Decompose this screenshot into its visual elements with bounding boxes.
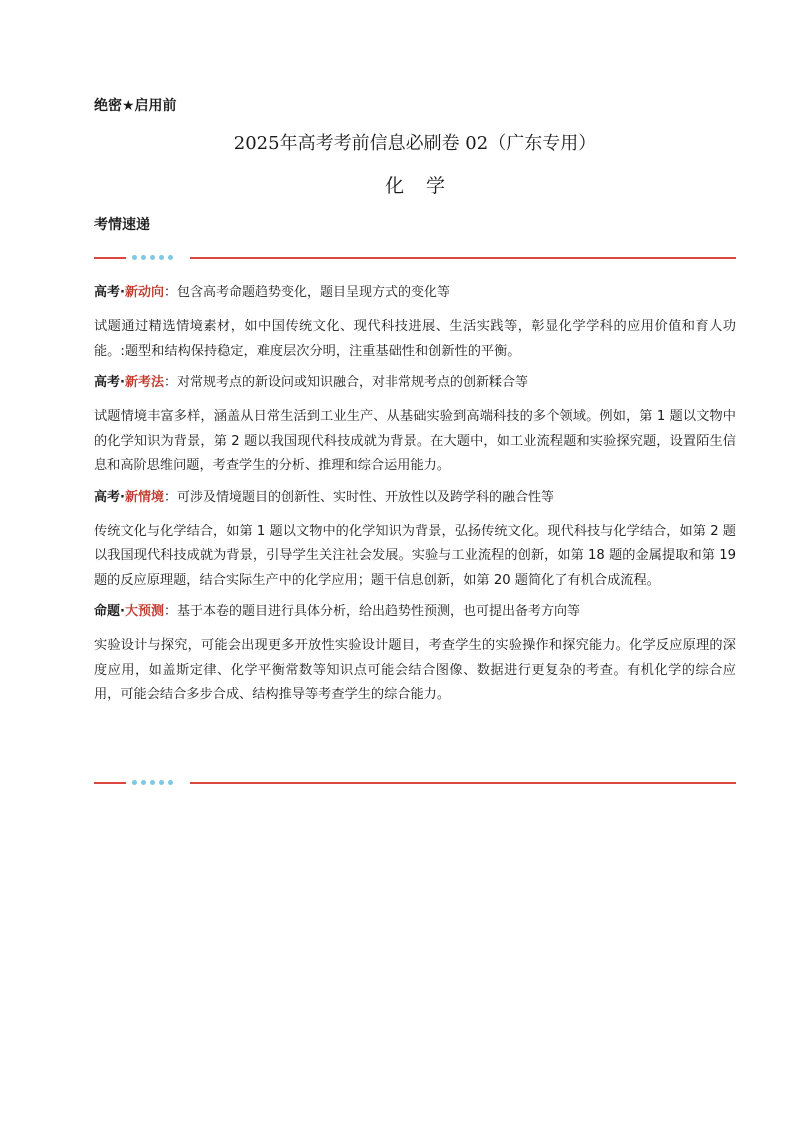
heading-lead: 高考· <box>94 285 125 300</box>
divider-dot <box>159 780 164 785</box>
heading-lead: 高考· <box>94 375 125 390</box>
heading-accent: 新动向 <box>124 285 164 300</box>
divider-line-left <box>94 257 126 259</box>
heading-desc: ：基于本卷的题目进行具体分析，给出趋势性预测，也可提出备考方向等 <box>163 604 580 619</box>
heading-desc: ：对常规考点的新设问或知识融合，对非常规考点的创新糅合等 <box>163 375 528 390</box>
divider-top <box>94 253 736 263</box>
content-area <box>94 282 736 716</box>
divider-line-left <box>94 782 126 784</box>
section-new-trend-heading <box>94 282 736 304</box>
divider-bottom <box>94 778 736 788</box>
section-heading: 考情速递 <box>94 217 150 233</box>
section-prediction-body: 实验设计与探究，可能会出现更多开放性实验设计题目，考查学生的实验操作和探究能力。化学反应原理的深度应用，如盖斯定律、化学平衡常数等知识点可能会结合图像、数据进行更复杂的考查。有机化学的综合应用，可能会结合多步合成、结构推导等考查学生的综合能力。 <box>94 638 736 702</box>
divider-dot <box>168 780 173 785</box>
heading-desc: ：可涉及情境题目的创新性、实时性、开放性以及跨学科的融合性等 <box>163 489 554 505</box>
divider-line-right <box>190 782 736 784</box>
divider-dot <box>150 780 155 785</box>
divider-dot <box>159 255 164 260</box>
section-new-method-body: 试题情境丰富多样，涵盖从日常生活到工业生产、从基础实验到高端科技的多个领域。例如，第 1 题以文物中的化学知识为背景，第 2 题以我国现代科技成就为背景。在大题中，如工业流程题和实验探究题，设置陌生信息和高阶思维问题，考查学生的分析、推理和综合运用能力。 <box>94 409 736 473</box>
heading-desc: ：包含高考命题趋势变化，题目呈现方式的变化等 <box>163 285 450 300</box>
page-title: 2025年高考考前信息必刷卷 02（广东专用） <box>233 133 597 154</box>
divider-dot <box>168 255 173 260</box>
section-new-context-heading <box>94 487 736 509</box>
heading-lead: 高考· <box>94 489 125 505</box>
divider-dots <box>132 255 173 261</box>
divider-dot <box>141 780 146 785</box>
divider-dot <box>132 255 137 260</box>
section-new-method-heading <box>94 372 736 394</box>
divider-line-right <box>190 257 736 259</box>
subject-title: 化学 <box>384 175 467 197</box>
section-new-trend-body: 试题通过精选情境素材，如中国传统文化、现代科技进展、生活实践等，彰显化学学科的应用价值和育人功能。:题型和结构保持稳定，难度层次分明，注重基础性和创新性的平衡。 <box>94 319 736 359</box>
section-prediction-heading <box>94 601 736 623</box>
divider-dot <box>132 780 137 785</box>
divider-dot <box>150 255 155 260</box>
section-new-context-body: 传统文化与化学结合，如第 1 题以文物中的化学知识为背景，弘扬传统文化。现代科技与化学结合，如第 2 题以我国现代科技成就为背景，引导学生关注社会发展。实验与工业流程的创新，如第 18 题的金属提取和第 19 题的反应原理题，结合实际生产中的化学应用；题干信息创新，如第 20 题简化了有机合成流程。 <box>94 523 736 588</box>
heading-lead: 命题· <box>94 604 125 619</box>
heading-accent: 大预测 <box>124 604 164 619</box>
heading-accent: 新情境 <box>124 489 164 505</box>
divider-dot <box>141 255 146 260</box>
divider-dots <box>132 780 173 786</box>
confidential-mark: 绝密★启用前 <box>94 98 177 114</box>
heading-accent: 新考法 <box>124 375 164 390</box>
